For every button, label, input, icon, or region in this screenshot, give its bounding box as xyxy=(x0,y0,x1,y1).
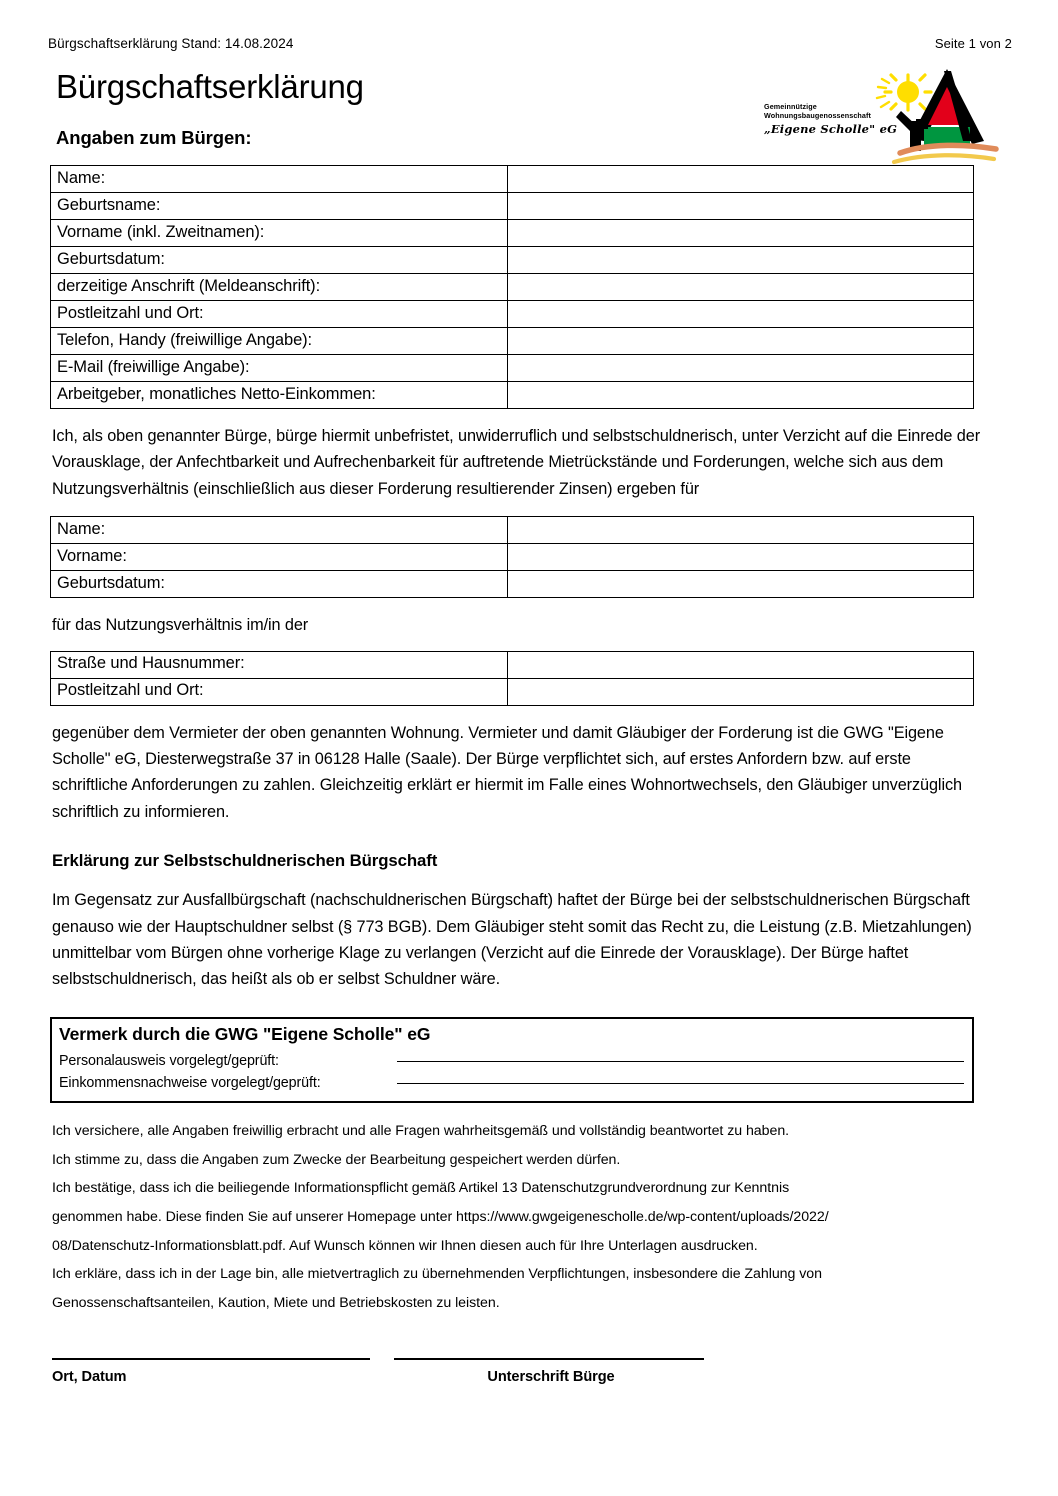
row-input-telefon[interactable] xyxy=(508,328,974,355)
table-debtor-body xyxy=(51,517,974,598)
row-label-debtor-name: Name: xyxy=(51,517,508,544)
table-address-body xyxy=(51,651,974,705)
row-label-strasse: Straße und Hausnummer: xyxy=(51,651,508,678)
table-row xyxy=(51,274,974,301)
table-row xyxy=(51,382,974,409)
table-row xyxy=(51,678,974,705)
document-header xyxy=(48,36,1014,51)
table-row xyxy=(51,328,974,355)
row-label-email: E-Mail (freiwillige Angabe): xyxy=(51,355,508,382)
row-label-debtor-geburtsdatum: Geburtsdatum: xyxy=(51,571,508,598)
row-input-anschrift[interactable] xyxy=(508,274,974,301)
signature-caption-ort-datum: Ort, Datum xyxy=(52,1368,127,1385)
signature-line-ort-datum[interactable] xyxy=(52,1358,370,1360)
table-guarantor-body xyxy=(51,166,974,409)
company-logo xyxy=(758,63,1008,171)
page-title: Bürgschaftserklärung xyxy=(56,68,364,105)
row-label-address-plz-ort: Postleitzahl und Ort: xyxy=(51,678,508,705)
logo-ground-swoosh xyxy=(894,145,996,162)
declaration-line: Ich bestätige, dass ich die beiliegende Informationspflicht gemäß Artikel 13 Datenschutzgrundverordnung zur Kenntnis xyxy=(52,1180,790,1197)
row-label-vorname: Vorname (inkl. Zweitnamen): xyxy=(51,220,508,247)
header-document-title: Bürgschaftserklärung Stand: 14.08.2024 xyxy=(48,36,294,51)
logo-line-2: Wohnungsbaugenossenschaft xyxy=(764,110,871,120)
table-row xyxy=(51,247,974,274)
row-input-address-plz-ort[interactable] xyxy=(508,678,974,705)
signature-block-ort-datum xyxy=(52,1358,370,1385)
row-label-geburtsname: Geburtsname: xyxy=(51,193,508,220)
row-input-plz-ort[interactable] xyxy=(508,301,974,328)
declaration-line: Ich versichere, alle Angaben freiwillig erbracht und alle Fragen wahrheitsgemäß und vollständig beantwortet zu haben. xyxy=(52,1123,790,1139)
vermerk-input-einkommensnachweise[interactable] xyxy=(397,1083,964,1084)
table-debtor-details xyxy=(50,516,974,598)
table-row xyxy=(51,517,974,544)
row-label-arbeitgeber: Arbeitgeber, monatliches Netto-Einkommen: xyxy=(51,382,508,409)
table-row xyxy=(51,220,974,247)
row-input-email[interactable] xyxy=(508,355,974,382)
row-input-geburtsname[interactable] xyxy=(508,193,974,220)
paragraph-pledge: Ich, als oben genannter Bürge, bürge hiermit unbefristet, unwiderruflich und selbstschuldnerisch, unter Verzicht auf die Einrede der Vorausklage, der Anfechtbarkeit und Aufrechenbarkeit für auftretende Mietrückstände und Forderungen, welche sich aus dem Nutzungsverhältnis (einschließlich aus dieser Forderung resultierender Zinsen) ergeben für xyxy=(52,427,981,498)
table-row xyxy=(51,651,974,678)
vermerk-title: Vermerk durch die GWG "Eigene Scholle" eG xyxy=(59,1023,431,1044)
row-label-name: Name: xyxy=(51,166,508,193)
vermerk-box xyxy=(50,1017,974,1103)
table-row xyxy=(51,301,974,328)
row-label-anschrift: derzeitige Anschrift (Meldeanschrift): xyxy=(51,274,508,301)
vermerk-row-einkommensnachweise xyxy=(59,1072,964,1094)
table-row xyxy=(51,193,974,220)
row-label-plz-ort: Postleitzahl und Ort: xyxy=(51,301,508,328)
vermerk-label-einkommensnachweise: Einkommensnachweise vorgelegt/geprüft: xyxy=(59,1074,321,1091)
paragraph-creditor: gegenüber dem Vermieter der oben genannten Wohnung. Vermieter und damit Gläubiger der Forderung ist die GWG "Eigene Scholle" eG, Diesterwegstraße 37 in 06128 Halle (Saale). Der Bürge verpflichtet sich, auf erstes Anfordern bzw. auf erste schriftliche Anforderungen zu zahlen. Gleichzeitig erklärt er hiermit im Falle eines Wohnortwechsels, den Gläubiger unverzüglich schriftlich zu informieren. xyxy=(52,723,962,821)
row-input-strasse[interactable] xyxy=(508,651,974,678)
header-page-indicator: Seite 1 von 2 xyxy=(934,36,1012,51)
vermerk-input-personalausweis[interactable] xyxy=(397,1061,964,1062)
declaration-line: Ich erkläre, dass ich in der Lage bin, alle mietvertraglich zu übernehmenden Verpflichtungen, insbesondere die Zahlung von xyxy=(52,1266,822,1283)
vermerk-label-personalausweis: Personalausweis vorgelegt/geprüft: xyxy=(59,1052,279,1069)
signature-line-unterschrift[interactable] xyxy=(394,1358,704,1360)
declaration-line: Ich stimme zu, dass die Angaben zum Zwecke der Bearbeitung gespeichert werden dürfen. xyxy=(52,1151,621,1168)
declarations-block xyxy=(52,1117,982,1318)
table-row xyxy=(51,544,974,571)
row-input-debtor-name[interactable] xyxy=(508,517,974,544)
section-heading-selbstschuldnerisch: Erklärung zur Selbstschuldnerischen Bürgschaft xyxy=(52,851,438,871)
logo-line-3: „Eigene Scholle" eG xyxy=(764,121,898,136)
declaration-line: genommen habe. Diese finden Sie auf unserer Homepage unter https://www.gwgeigenescholle.de/wp-content/uploads/2022/ xyxy=(52,1209,829,1226)
signature-caption-unterschrift: Unterschrift Bürge xyxy=(487,1368,615,1385)
logo-wordmark xyxy=(764,102,898,136)
table-row xyxy=(51,355,974,382)
declaration-line: Genossenschaftsanteilen, Kaution, Miete und Betriebskosten zu leisten. xyxy=(52,1295,500,1312)
title-zone xyxy=(48,69,1014,165)
paragraph-selbstschuldnerisch: Im Gegensatz zur Ausfallbürgschaft (nachschuldnerischen Bürgschaft) haftet der Bürge bei der selbstschuldnerischen Bürgschaft genauso wie der Hauptschuldner selbst (§ 773 BGB). Dem Gläubiger steht somit das Recht zu, die Leistung (z.B. Mietzahlungen) unmittelbar vom Bürgen ohne vorherige Klage zu verlangen (Verzicht auf die Einrede der Vorausklage). Der Bürge haftet selbstschuldnerisch, das heißt als ob er selbst Schuldner wäre. xyxy=(52,891,972,989)
row-input-arbeitgeber[interactable] xyxy=(508,382,974,409)
signature-block-unterschrift xyxy=(394,1358,704,1385)
declaration-line: 08/Datenschutz-Informationsblatt.pdf. Auf Wunsch können wir Ihnen diesen auch für Ihre Unterlagen ausdrucken. xyxy=(52,1237,758,1254)
table-guarantor-details xyxy=(50,165,974,409)
table-row xyxy=(51,571,974,598)
row-label-debtor-vorname: Vorname: xyxy=(51,544,508,571)
logo-line-1: Gemeinnützige xyxy=(764,102,817,111)
row-label-telefon: Telefon, Handy (freiwillige Angabe): xyxy=(51,328,508,355)
signature-row xyxy=(52,1358,1014,1385)
row-input-vorname[interactable] xyxy=(508,220,974,247)
vermerk-row-personalausweis xyxy=(59,1050,964,1072)
row-input-debtor-geburtsdatum[interactable] xyxy=(508,571,974,598)
paragraph-tenancy: für das Nutzungsverhältnis im/in der xyxy=(52,616,309,635)
row-input-debtor-vorname[interactable] xyxy=(508,544,974,571)
row-label-geburtsdatum: Geburtsdatum: xyxy=(51,247,508,274)
row-input-geburtsdatum[interactable] xyxy=(508,247,974,274)
section-subtitle-guarantor: Angaben zum Bürgen: xyxy=(56,127,252,149)
table-property-address xyxy=(50,651,974,706)
